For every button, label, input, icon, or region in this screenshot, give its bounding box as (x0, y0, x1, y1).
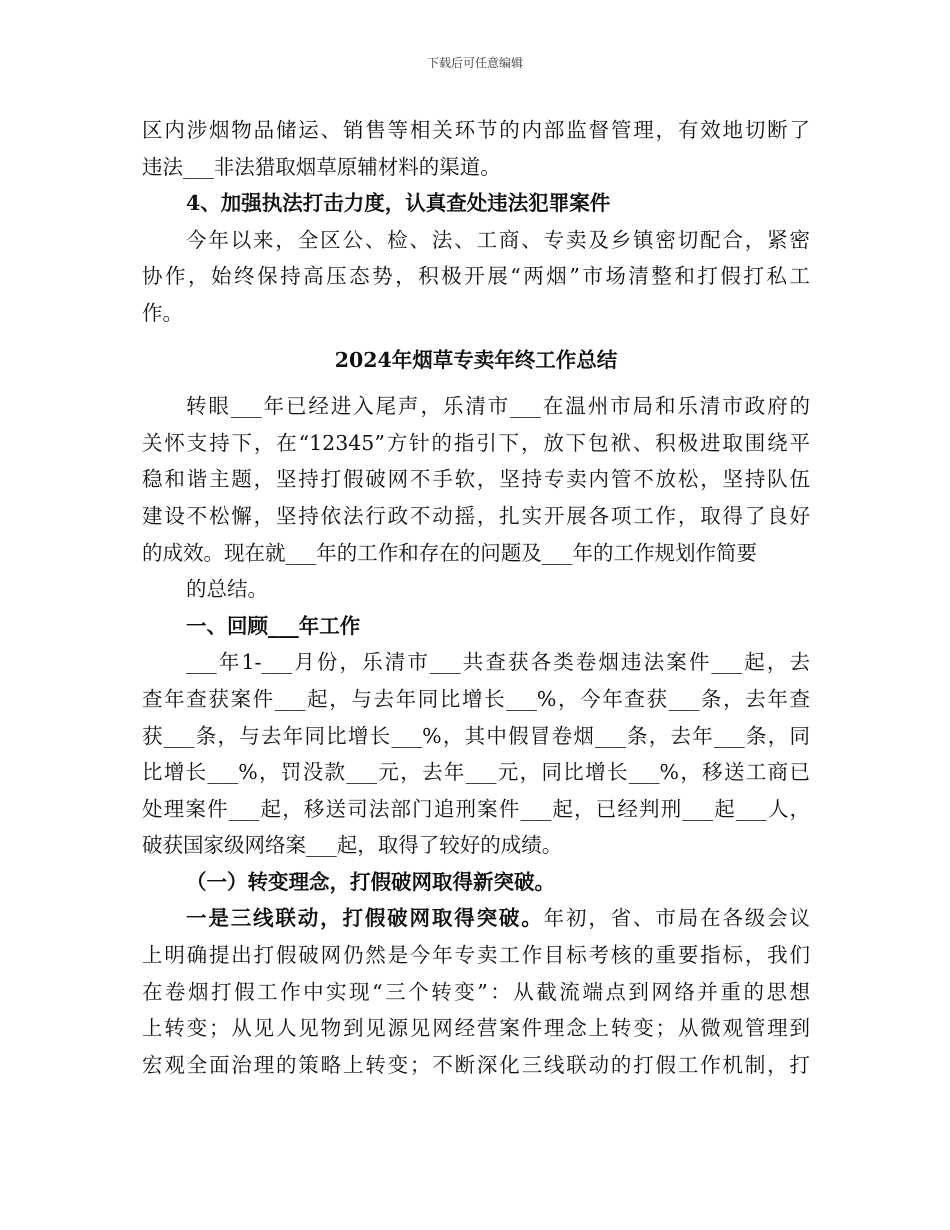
paragraph-line: 在卷烟打假工作中实现“三个转变”：从截流端点到网络并重的思想 (142, 979, 810, 1004)
paragraph-line: 违法___非法猎取烟草原辅材料的渠道。 (142, 154, 501, 179)
paragraph-line: 区内涉烟物品储运、销售等相关环节的内部监督管理，有效地切断了 (142, 118, 810, 142)
document-body (142, 112, 810, 1083)
paragraph-lead: 一是三线联动，打假破网取得突破。 (186, 906, 544, 931)
document-title: 2024年烟草专卖年终工作总结 (334, 347, 618, 372)
paragraph-text: 年初，省、市局在各级会议 (543, 906, 810, 931)
section-heading: 一、回顾___年工作 (186, 613, 361, 638)
paragraph-line: 今年以来，全区公、检、法、工商、专卖及乡镇密切配合，紧密 (186, 227, 810, 252)
paragraph-line: 获___条，与去年同比增长___%，其中假冒卷烟___条，去年___条，同 (142, 723, 810, 748)
paragraph-line: 比增长___%，罚没款___元，去年___元，同比增长___%，移送工商已 (142, 760, 810, 785)
paragraph-line: 查年查获案件___起，与去年同比增长___%，今年查获___条，去年查 (142, 686, 810, 711)
paragraph-line: 稳和谐主题，坚持打假破网不手软，坚持专卖内管不放松，坚持队伍 (142, 467, 810, 492)
paragraph-line: 宏观全面治理的策略上转变；不断深化三线联动的打假工作机制，打 (142, 1052, 810, 1077)
paragraph-line: ___年1-___月份，乐清市___共查获各类卷烟违法案件___起，去 (186, 650, 810, 675)
paragraph-line (142, 900, 810, 937)
section-heading: 4、加强执法打击力度，认真查处违法犯罪案件 (186, 191, 611, 216)
paragraph-line: 上转变；从见人见物到见源见网经营案件理念上转变；从微观管理到 (142, 1016, 810, 1041)
paragraph-line: 转眼___年已经进入尾声，乐清市___在温州市局和乐清市政府的 (186, 394, 810, 419)
paragraph-line: 破获国家级网络案___起，取得了较好的成绩。 (142, 833, 563, 858)
paragraph-line: 关怀支持下，在“12345”方针的指引下，放下包袱、积极进取围绕平 (142, 430, 810, 455)
subsection-heading: （一）转变理念，打假破网取得新突破。 (186, 869, 555, 894)
paragraph-line: 的总结。 (186, 577, 268, 602)
page-header: 下载后可任意编辑 (426, 56, 523, 70)
paragraph-line: 建设不松懈，坚持依法行政不动摇，扎实开展各项工作，取得了良好 (142, 503, 810, 528)
paragraph-line: 的成效。现在就___年的工作和存在的问题及___年的工作规划作简要 (142, 540, 757, 565)
paragraph-line: 处理案件___起，移送司法部门追刑案件___起，已经判刑___起___人， (142, 796, 810, 821)
paragraph-line: 协作，始终保持高压态势，积极开展“两烟”市场清整和打假打私工 (142, 264, 810, 289)
paragraph-line: 上明确提出打假破网仍然是今年专卖工作目标考核的重要指标，我们 (142, 943, 810, 968)
paragraph-line: 作。 (142, 300, 183, 325)
